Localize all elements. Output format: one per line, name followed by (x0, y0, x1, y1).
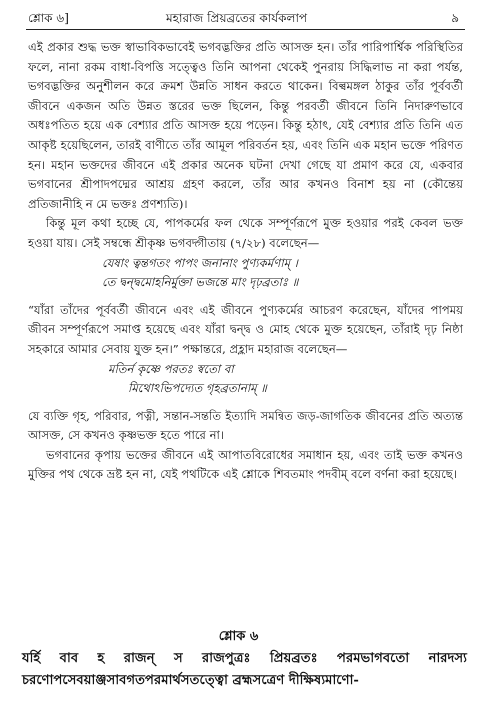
verse-line: মতির্ন কৃষ্ণে পরতঃ স্বতো বা (108, 361, 234, 376)
paragraph: ভগবানের কৃপায় ভক্তের জীবনে এই আপাতবিরোধের সমাধান হয়, এবং তাই ভক্ত কখনও মুক্তির পথ থেকে ভ্রষ্ট হন না, যেই পথটিকে এই শ্লোকে শিবতমাং পদবীম্ বলে বর্ণনা করা হয়েছে। (28, 447, 463, 482)
header-title: মহারাজ প্রিয়ব্রতের কার্যকলাপ (166, 11, 308, 25)
page-number: ৯ (451, 11, 459, 25)
paragraph: “যাঁরা তাঁদের পূর্ববর্তী জীবনে এবং এই জীবনে পুণ্যকর্মের আচরণ করেছেন, যাঁদের পাপময় জীবন সম্পূর্ণরূপে সমাপ্ত হয়েছে এবং যাঁরা দ্বন্দ্ব ও মোহ থেকে মুক্ত হয়েছেন, তাঁরাই দৃঢ় নিষ্ঠা সহকারে আমার সেবায় যুক্ত হন।” পক্ষান্তরে, প্রহ্লাদ মহারাজ বলেছেন— (28, 302, 463, 356)
paragraph: এই প্রকার শুদ্ধ ভক্ত স্বাভাবিকভাবেই ভগবদ্ভক্তির প্রতি আসক্ত হন। তাঁর পারিপার্শ্বিক পরিস্থিতির ফলে, নানা রকম বাধা-বিপত্তি সত্ত্বেও তিনি আপনা থেকেই পুনরায় সিদ্ধিলাভ না করা পর্যন্ত, ভগবদ্ভক্তির অনুশীলন করে ক্রমশ উন্নতি সাধন করতে থাকেন। বিল্বমঙ্গল ঠাকুর তাঁর পূর্ববর্তী জীবনে একজন অতি উন্নত স্তরের ভক্ত ছিলেন, কিন্তু পরবর্তী জীবনে তিনি নিদারুণভাবে অধঃপতিত হয়ে এক বেশ্যার প্রতি আসক্ত হয়ে পড়েন। কিন্তু হঠাৎ, যেই বেশ্যার প্রতি তিনি এত আকৃষ্ট হয়েছিলেন, তারই বাণীতে তাঁর আমূল পরিবর্তন হয়, এবং তিনি এক মহান ভক্তে পরিণত হন। মহান ভক্তদের জীবনে এই প্রকার অনেক ঘটনা দেখা গেছে যা প্রমাণ করে যে, একবার ভগবানের শ্রীপাদপদ্মের আশ্রয় গ্রহণ করলে, তাঁর আর কখনও বিনাশ হয় না (কৌন্তেয় প্রতিজানীহি ন মে ভক্তঃ প্রণশ্যতি)। (28, 40, 463, 211)
purport-body (28, 38, 463, 485)
header-chapter-ref: শ্লোক ৬] (28, 11, 69, 25)
shloka-heading: শ্লোক ৬ (218, 629, 259, 644)
paragraph: যে ব্যক্তি গৃহ, পরিবার, পত্নী, সন্তান-সন্ততি ইত্যাদি সমন্বিত জড়-জাগতিক জীবনের প্রতি অত্যন্ত আসক্ত, সে কখনও কৃষ্ণভক্ত হতে পারে না। (28, 408, 463, 443)
shloka-text: যর্হি বাব হ রাজন্ স রাজপুত্রঃ প্রিয়ব্রতঃ পরমভাগবতো নারদস্য চরণোপসেবয়াঞ্জসাবগতপরমার্থসতত্ত্বো ব্রহ্মসত্রেণ দীক্ষিষ্যমাণো- (22, 651, 467, 688)
verse-line: যেষাং ত্বন্তগতং পাপং জনানাং পুণ্যকর্মণাম্ । (102, 255, 298, 270)
header-divider (26, 29, 465, 30)
verse-line: তে দ্বন্দ্বমোহনির্মুক্তা ভজন্তে মাং দৃঢ়ব্রতাঃ ॥ (102, 275, 299, 290)
running-header (28, 6, 463, 28)
verse-line: মিথোঽভিপদ্যেত গৃহব্রতানাম্ ॥ (128, 381, 267, 396)
paragraph: কিন্তু মূল কথা হচ্ছে যে, পাপকর্মের ফল থেকে সম্পূর্ণরূপে মুক্ত হওয়ার পরই কেবল ভক্ত হওয়া যায়। সেই সম্বন্ধে শ্রীকৃষ্ণ ভগবদ্গীতায় (৭/২৮) বলেছেন— (28, 216, 463, 250)
